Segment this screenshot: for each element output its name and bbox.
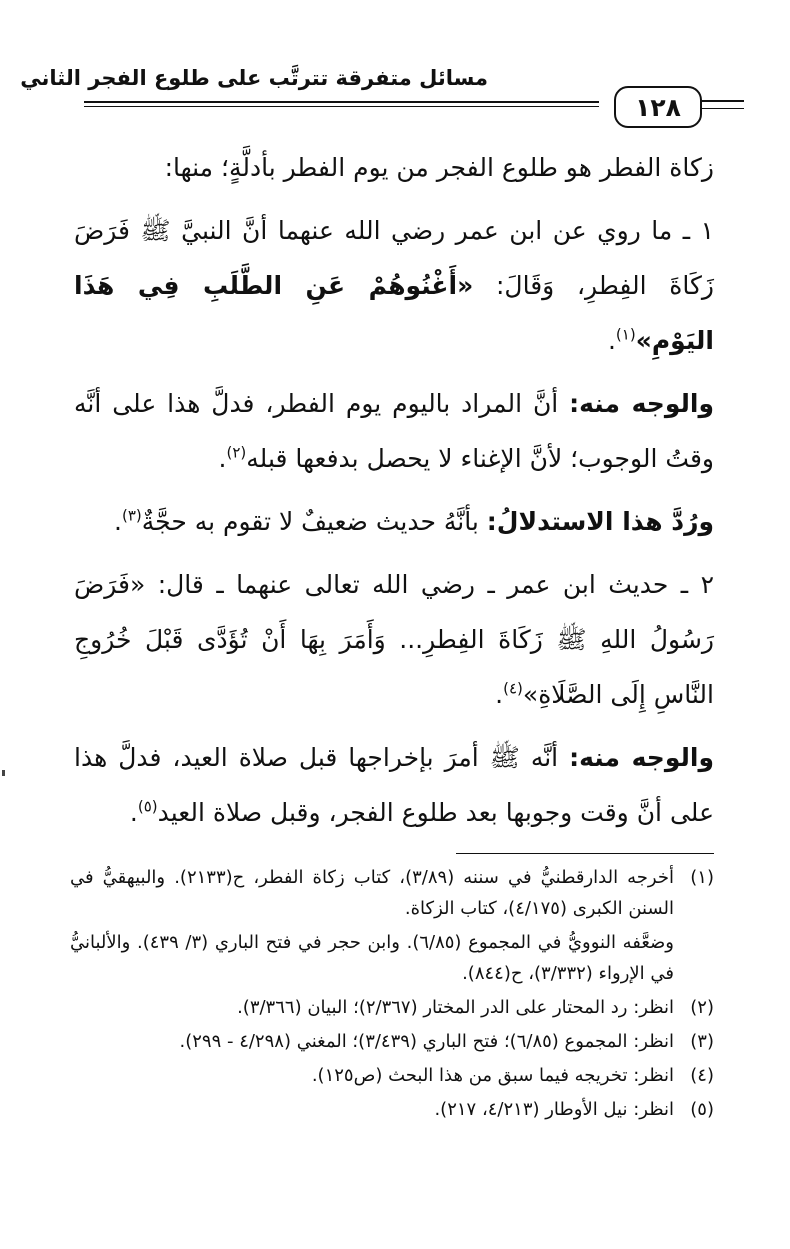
- paragraph-evidence-2: [74, 557, 714, 722]
- footnote-ref-4: (٤): [503, 679, 523, 698]
- reasoning-1-text: أنَّ المراد باليوم يوم الفطر، فدلَّ هذا على أنَّه وقتُ الوجوب؛ لأنَّ الإغناء لا يحصل بدفعها قبله: [74, 389, 714, 473]
- footnotes: [70, 862, 714, 1128]
- footnote-number: (٥): [690, 1099, 714, 1120]
- period: .: [129, 798, 138, 827]
- paragraph-reasoning-1: [74, 376, 714, 486]
- header-side-rule: [702, 100, 744, 109]
- evidence-1-intro: ١ ـ ما روي عن ابن عمر رضي الله عنهما أنَّ النبيَّ ﷺ فَرَضَ زَكَاةَ الفِطرِ، وَقَالَ:: [74, 216, 714, 300]
- paragraph-rebuttal: [74, 494, 714, 549]
- footnote-item: [70, 1060, 714, 1091]
- footnote-item: [70, 927, 714, 989]
- footnote-item: [70, 1026, 714, 1057]
- running-header-title: مسائل متفرقة تترتَّب على طلوع الفجر الثاني: [20, 66, 488, 90]
- footnote-item: [70, 1094, 714, 1125]
- footnote-number: (٣): [690, 1031, 714, 1052]
- header-rule-secondary: [84, 106, 599, 107]
- scan-margin-mark: [2, 770, 5, 776]
- footnote-text: أخرجه الدارقطنيُّ في سننه (٣/٨٩)، كتاب زكاة الفطر، ح(٢١٣٣). والبيهقيُّ في السنن الكبرى (٤/١٧٥)، كتاب الزكاة.: [70, 867, 674, 919]
- reasoning-2-lead: والوجه منه:: [569, 743, 714, 772]
- period: .: [495, 680, 504, 709]
- rebuttal-lead: ورُدَّ هذا الاستدلالُ:: [486, 507, 714, 536]
- page-number: ١٢٨: [614, 86, 702, 128]
- footnote-text: وضعَّفه النوويُّ في المجموع (٦/٨٥). وابن حجر في فتح الباري (٣/ ٤٣٩). والألبانيُّ في الإرواء (٣/٣٣٢)، ح(٨٤٤).: [70, 932, 675, 984]
- paragraph-intro: زكاة الفطر هو طلوع الفجر من يوم الفطر بأدلَّةٍ؛ منها:: [164, 153, 714, 182]
- paragraph-reasoning-2: [74, 730, 714, 840]
- footnote-item: [70, 862, 714, 924]
- period: .: [607, 326, 616, 355]
- rebuttal-text: بأنَّهُ حديث ضعيفٌ لا تقوم به حجَّةٌ: [141, 507, 487, 536]
- footnote-text: انظر: رد المحتار على الدر المختار (٢/٣٦٧)؛ البيان (٣/٣٦٦).: [237, 997, 674, 1018]
- footnote-ref-1: (١): [615, 325, 636, 344]
- footnote-ref-2: (٢): [226, 443, 247, 462]
- footnote-number: (١): [690, 867, 714, 888]
- period: .: [218, 444, 227, 473]
- footnote-ref-3: (٣): [122, 506, 142, 525]
- footnote-number: (٤): [690, 1065, 714, 1086]
- period: .: [114, 507, 122, 536]
- hadith-quote-2: «فَرَضَ رَسُولُ اللهِ ﷺ زَكَاةَ الفِطرِ... وَأَمَرَ بِهَا أَنْ تُؤَدَّى قَبْلَ خُرُوجِ النَّاسِ إِلَى الصَّلَاةِ»: [74, 570, 714, 709]
- footnote-text: انظر: نيل الأوطار (٤/٢١٣، ٢١٧).: [434, 1099, 674, 1120]
- footnote-separator: [456, 853, 714, 854]
- paragraph-evidence-1: [74, 203, 714, 368]
- reasoning-1-lead: والوجه منه:: [569, 389, 714, 418]
- footnote-number: (٢): [690, 997, 714, 1018]
- evidence-2-intro: ٢ ـ حديث ابن عمر ـ رضي الله تعالى عنهما ـ قال:: [145, 570, 714, 599]
- footnote-number: [674, 927, 714, 989]
- hadith-quote-1: «أَغْنُوهُمْ عَنِ الطَّلَبِ فِي هَذَا اليَوْمِ»: [74, 271, 714, 355]
- footnote-item: [70, 992, 714, 1023]
- header-rule: [84, 101, 599, 103]
- footnote-text: انظر: المجموع (٦/٨٥)؛ فتح الباري (٣/٤٣٩)؛ المغني (٤/٢٩٨ - ٢٩٩).: [179, 1031, 674, 1052]
- main-text: [74, 140, 714, 848]
- footnote-text: انظر: تخريجه فيما سبق من هذا البحث (ص١٢٥).: [311, 1065, 674, 1086]
- reasoning-2-text: أنَّه ﷺ أمرَ بإخراجها قبل صلاة العيد، فدلَّ هذا على أنَّ وقت وجوبها بعد طلوع الفجر، وقبل صلاة العيد: [74, 743, 714, 827]
- footnote-ref-5: (٥): [137, 797, 158, 816]
